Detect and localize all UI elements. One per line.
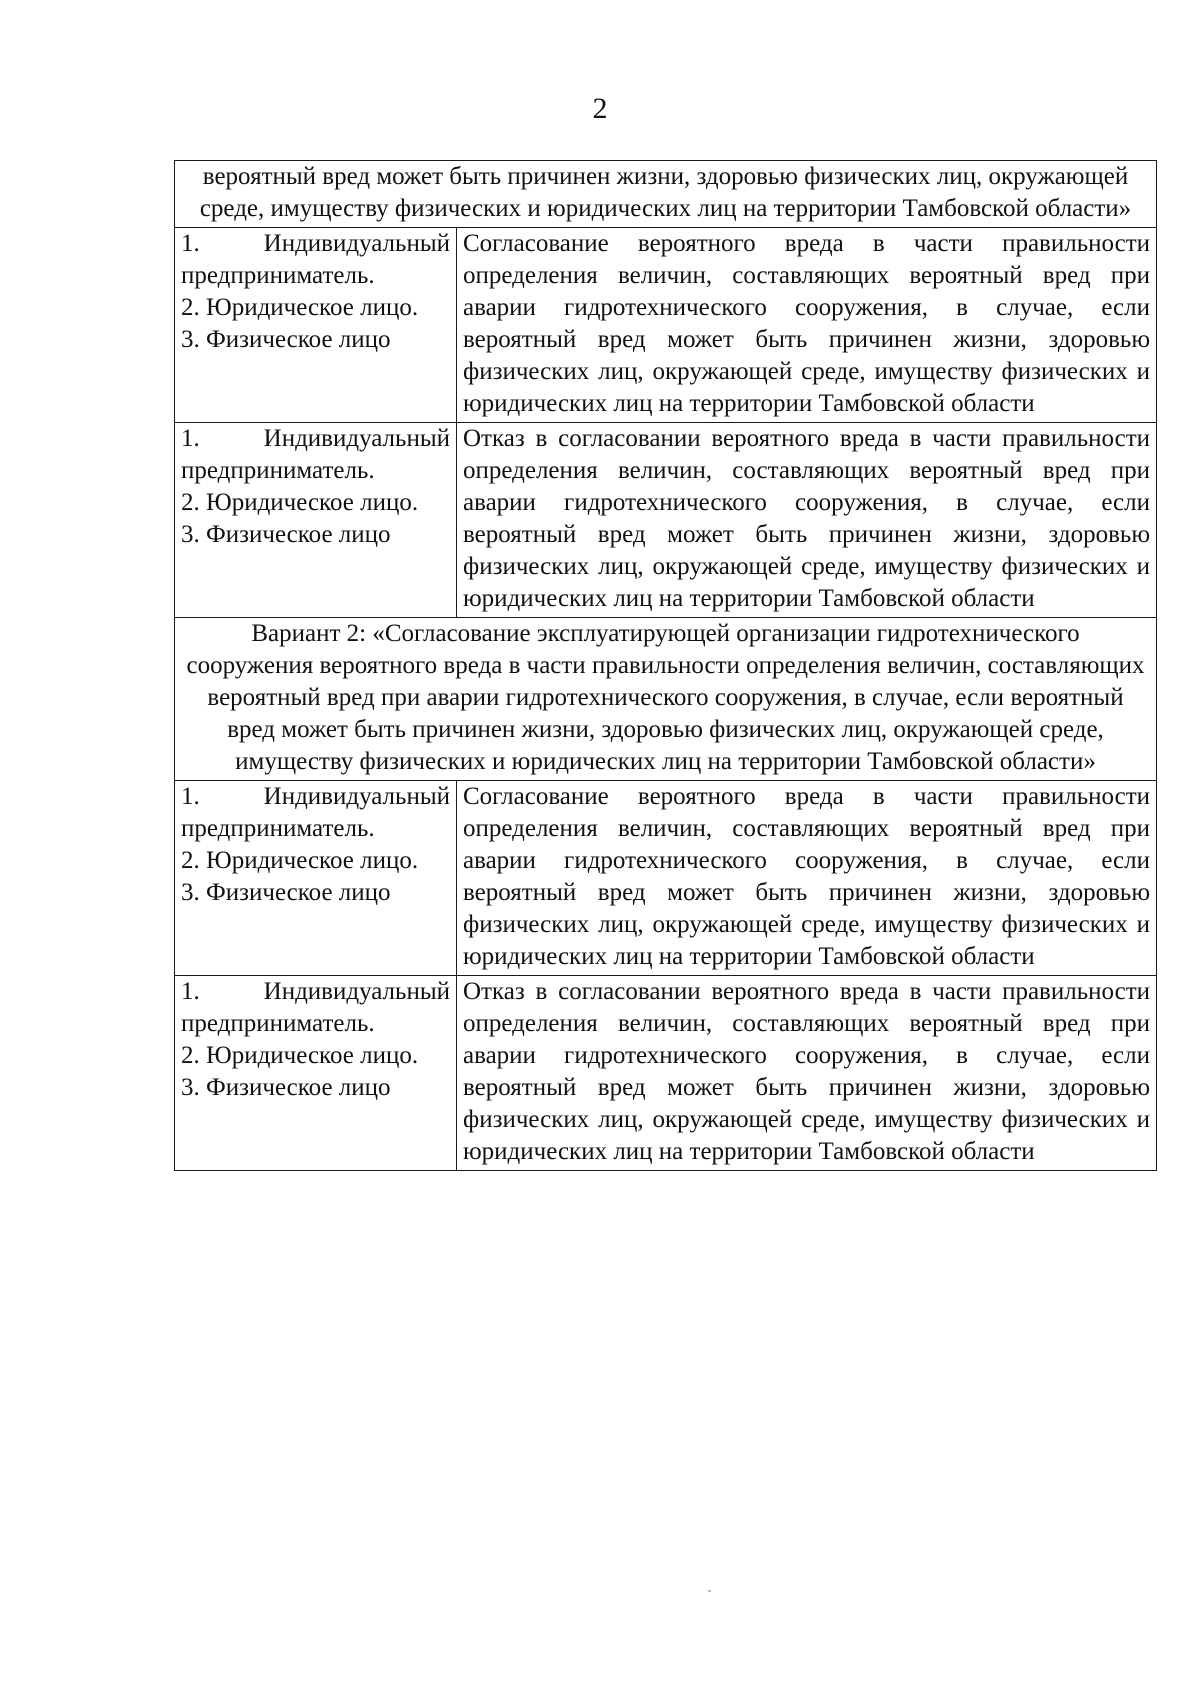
page-number: 2 xyxy=(592,92,608,125)
variant1-tail-cell: вероятный вред может быть причинен жизни, здоровью физических лиц, окружающей среде, имуществу физических и юридических лиц на территории Тамбовской области» xyxy=(175,161,1157,228)
applicant-line-4: 3. Физическое лицо xyxy=(181,1074,391,1101)
applicant-line-3: 2. Юридическое лицо. xyxy=(181,489,419,516)
table-row xyxy=(175,423,1157,618)
applicant-line-2: предприниматель. xyxy=(181,262,375,289)
applicant-word: Индивидуальный xyxy=(263,230,450,257)
applicant-line-3: 2. Юридическое лицо. xyxy=(181,1042,419,1069)
scan-speck xyxy=(708,1590,711,1592)
table-row xyxy=(175,228,1157,423)
applicant-line-2: предприниматель. xyxy=(181,457,375,484)
applicant-line-3: 2. Юридическое лицо. xyxy=(181,847,419,874)
table-row-variant1-tail xyxy=(175,161,1157,228)
applicant-line-4: 3. Физическое лицо xyxy=(181,879,391,906)
applicant-word: Индивидуальный xyxy=(263,978,450,1005)
variant2-header-cell: Вариант 2: «Согласование эксплуатирующей организации гидротехнического сооружения вероятного вреда в части правильности определения величин, составляющих вероятный вред при аварии гидротехнического сооружения, в случае, если вероятный вред может быть причинен жизни, здоровью физических лиц, окружающей среде, имуществу физических и юридических лиц на территории Тамбовской области» xyxy=(175,618,1157,781)
applicant-cell xyxy=(175,228,457,423)
result-cell: Отказ в согласовании вероятного вреда в части правильности определения величин, составляющих вероятный вред при аварии гидротехнического сооружения, в случае, если вероятный вред может быть причинен жизни, здоровью физических лиц, окружающей среде, имуществу физических и юридических лиц на территории Тамбовской области xyxy=(457,423,1157,618)
applicant-number: 1. xyxy=(181,978,200,1005)
applicant-line-4: 3. Физическое лицо xyxy=(181,521,391,548)
applicant-line-2: предприниматель. xyxy=(181,1010,375,1037)
applicant-line-2: предприниматель. xyxy=(181,815,375,842)
services-table xyxy=(174,160,1157,1171)
result-cell: Согласование вероятного вреда в части правильности определения величин, составляющих вероятный вред при аварии гидротехнического сооружения, в случае, если вероятный вред может быть причинен жизни, здоровью физических лиц, окружающей среде, имуществу физических и юридических лиц на территории Тамбовской области xyxy=(457,228,1157,423)
applicant-cell xyxy=(175,976,457,1171)
applicant-line-1 xyxy=(181,423,450,455)
applicant-number: 1. xyxy=(181,783,200,810)
applicant-cell xyxy=(175,781,457,976)
table-row xyxy=(175,781,1157,976)
result-cell: Согласование вероятного вреда в части правильности определения величин, составляющих вероятный вред при аварии гидротехнического сооружения, в случае, если вероятный вред может быть причинен жизни, здоровью физических лиц, окружающей среде, имуществу физических и юридических лиц на территории Тамбовской области xyxy=(457,781,1157,976)
applicant-word: Индивидуальный xyxy=(263,425,450,452)
applicant-word: Индивидуальный xyxy=(263,783,450,810)
applicant-line-1 xyxy=(181,976,450,1008)
table-row xyxy=(175,976,1157,1171)
applicant-number: 1. xyxy=(181,425,200,452)
result-cell: Отказ в согласовании вероятного вреда в части правильности определения величин, составляющих вероятный вред при аварии гидротехнического сооружения, в случае, если вероятный вред может быть причинен жизни, здоровью физических лиц, окружающей среде, имуществу физических и юридических лиц на территории Тамбовской области xyxy=(457,976,1157,1171)
applicant-number: 1. xyxy=(181,230,200,257)
applicant-line-1 xyxy=(181,228,450,260)
applicant-cell xyxy=(175,423,457,618)
table-row-variant2-header xyxy=(175,618,1157,781)
applicant-line-1 xyxy=(181,781,450,813)
applicant-line-3: 2. Юридическое лицо. xyxy=(181,294,419,321)
applicant-line-4: 3. Физическое лицо xyxy=(181,326,391,353)
